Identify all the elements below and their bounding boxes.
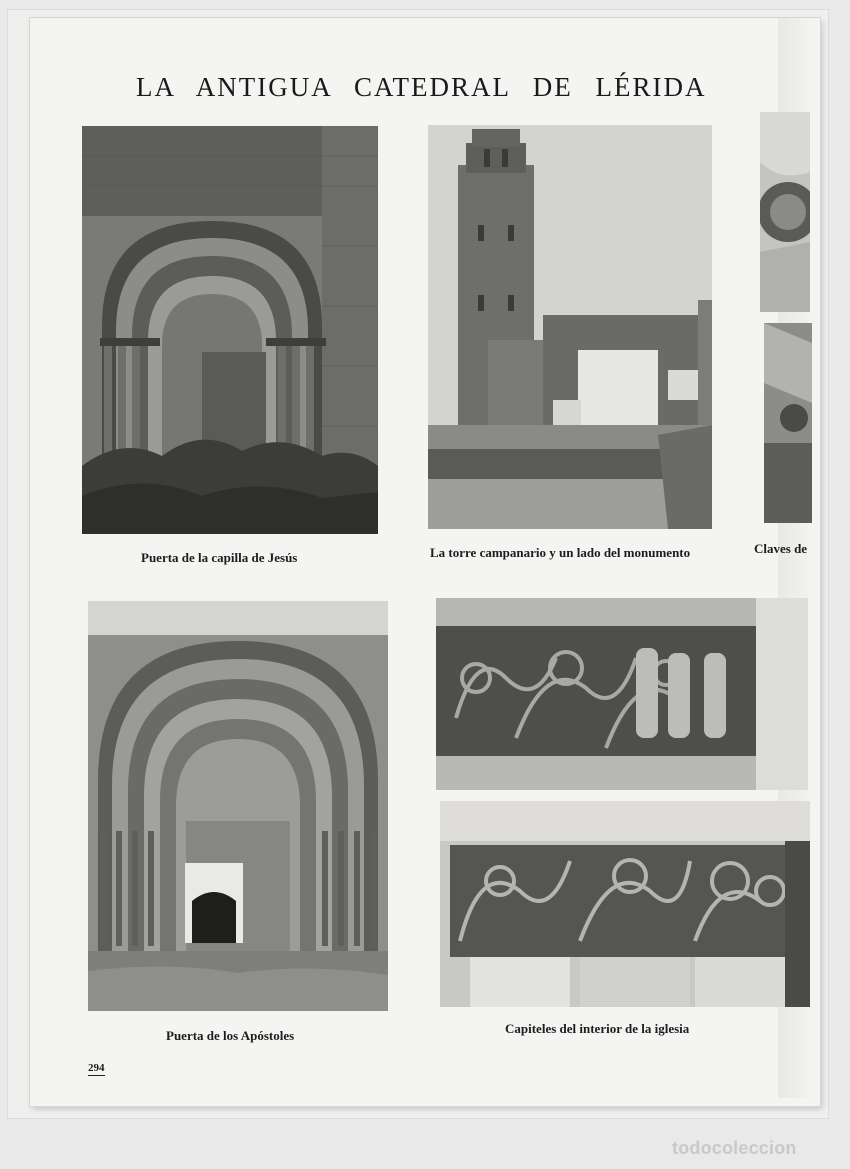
photo-claves-bottom [764, 323, 812, 523]
caption-capiteles: Capiteles del interior de la iglesia [505, 1021, 690, 1036]
caption-claves: Claves de [754, 541, 808, 556]
watermark: todocoleccion [672, 1138, 797, 1158]
photo-apostoles [88, 601, 388, 1011]
page-title: LA ANTIGUA CATEDRAL DE LÉRIDA [136, 72, 707, 102]
photo-torre [428, 125, 712, 529]
caption-apostoles: Puerta de los Apóstoles [166, 1028, 295, 1043]
caption-puerta-capilla: Puerta de la capilla de Jesús [141, 550, 298, 565]
photo-claves-top [760, 112, 810, 312]
photo-puerta-capilla [82, 126, 378, 534]
caption-torre: La torre campanario y un lado del monumento [430, 545, 691, 560]
page-number: 294 [88, 1062, 105, 1074]
photo-capiteles-bottom [440, 801, 810, 1007]
photo-capiteles-top [436, 598, 808, 790]
